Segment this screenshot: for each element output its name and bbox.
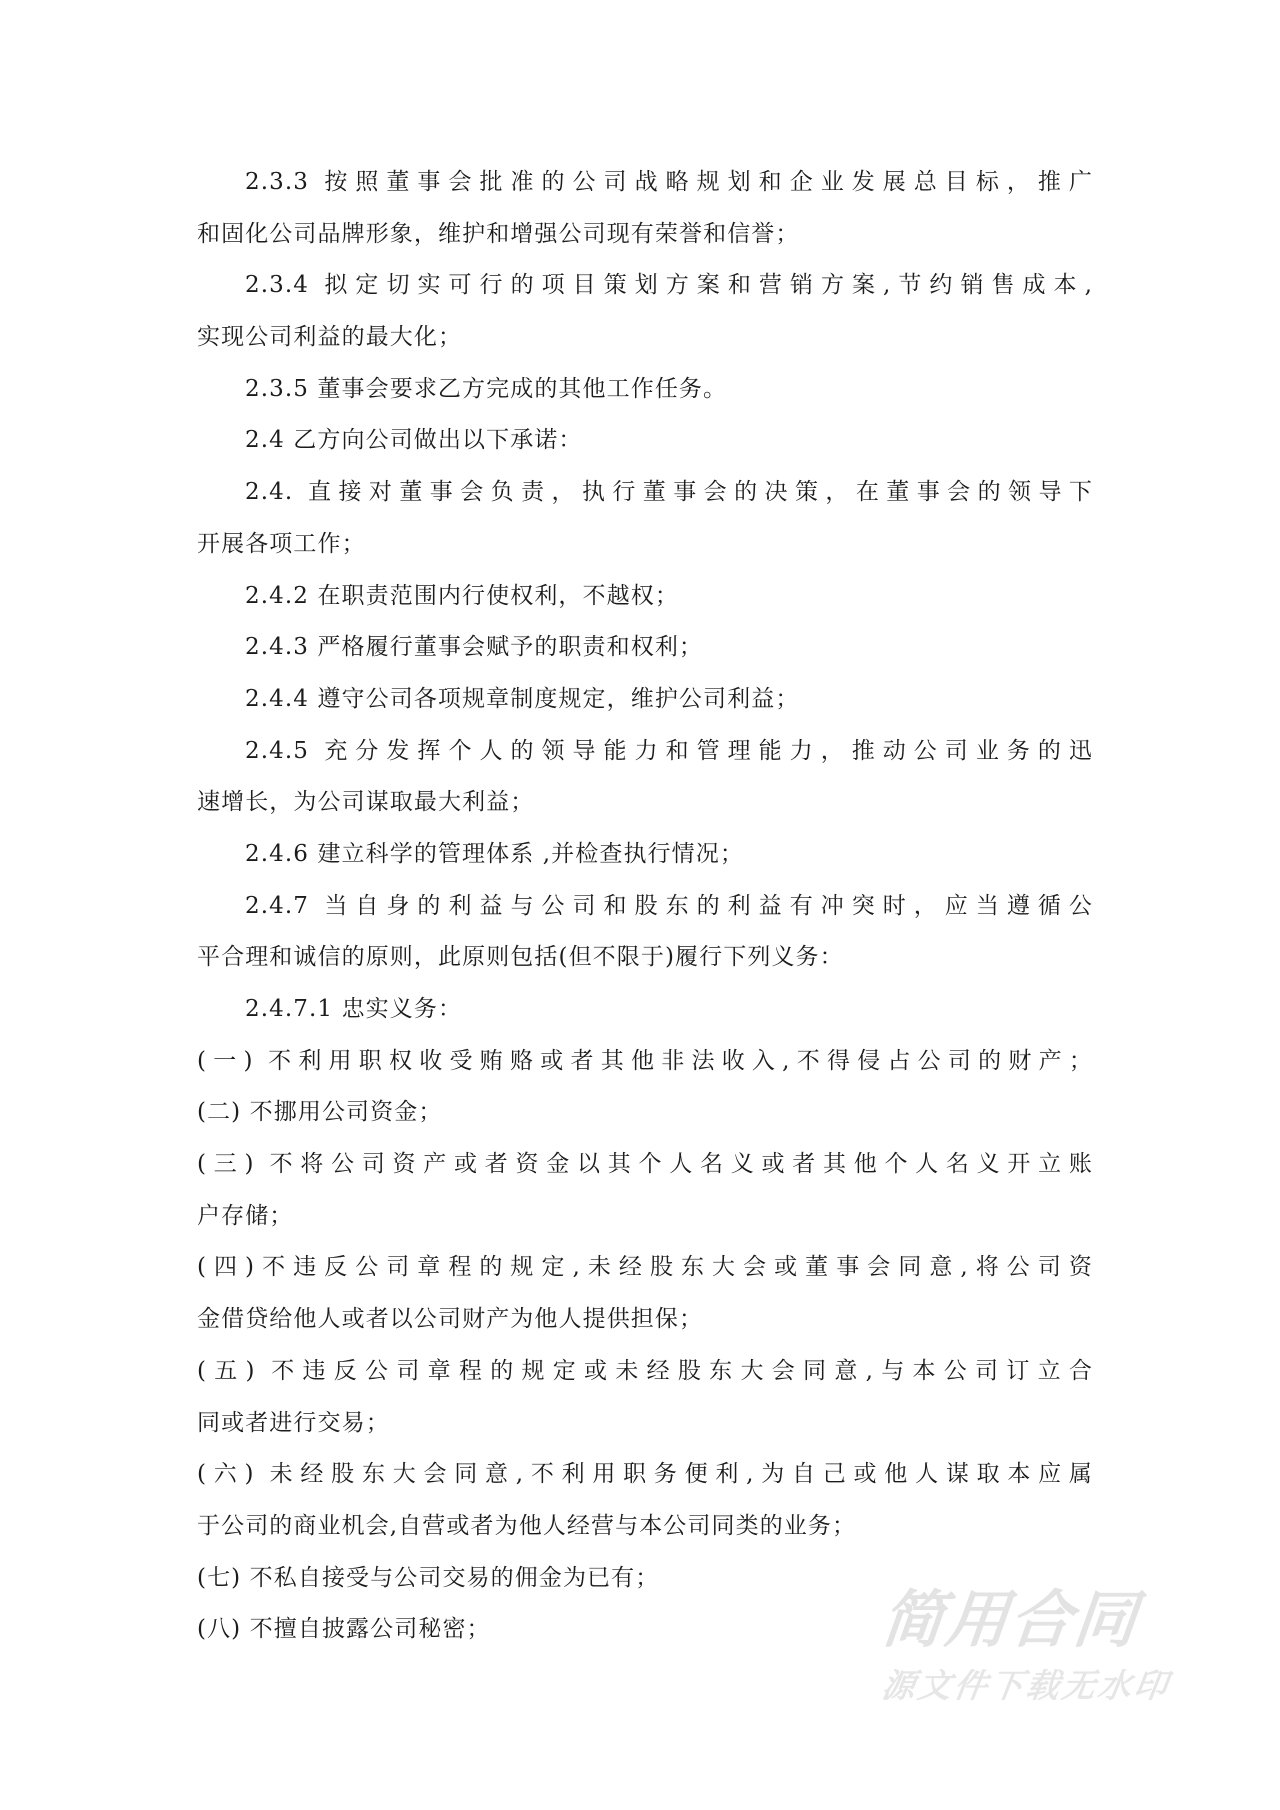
duty-item-8: (八) 不擅自披露公司秘密； bbox=[197, 1616, 491, 1643]
duty-item-6-cont: 于公司的商业机会,自营或者为他人经营与本公司同类的业务； bbox=[197, 1512, 857, 1539]
duty-item-2: (二) 不挪用公司资金； bbox=[197, 1099, 443, 1126]
duty-item-7: (七) 不私自接受与公司交易的佣金为已有； bbox=[197, 1564, 660, 1591]
clause-2-3-3: 2.3.3 按照董事会批准的公司战略规划和企业发展总目标，推广 bbox=[245, 169, 1093, 195]
clause-2-4-1: 2.4. 直接对董事会负责，执行董事会的决策，在董事会的领导下 bbox=[245, 479, 1093, 506]
clause-2-4-5-cont: 速增长，为公司谋取最大利益； bbox=[197, 789, 535, 816]
duty-item-4: (四)不违反公司章程的规定,未经股东大会或董事会同意,将公司资 bbox=[197, 1254, 1093, 1281]
clause-2-4-1-cont: 开展各项工作； bbox=[197, 530, 366, 557]
clause-2-4-7-1: 2.4.7.1 忠实义务： bbox=[245, 996, 463, 1022]
watermark-subtitle: 源文件下载无水印 bbox=[879, 1666, 1173, 1705]
clause-2-3-3-cont: 和固化公司品牌形象，维护和增强公司现有荣誉和信誉； bbox=[197, 220, 800, 247]
clause-2-3-4: 2.3.4 拟定切实可行的项目策划方案和营销方案,节约销售成本, bbox=[245, 272, 1093, 299]
clause-2-3-4-cont: 实现公司利益的最大化； bbox=[197, 324, 463, 351]
clause-2-3-5: 2.3.5 董事会要求乙方完成的其他工作任务。 bbox=[245, 375, 728, 402]
duty-item-1: (一) 不利用职权收受贿赂或者其他非法收入,不得侵占公司的财产； bbox=[197, 1047, 1093, 1074]
duty-item-4-cont: 金借贷给他人或者以公司财产为他人提供担保； bbox=[197, 1306, 704, 1333]
clause-2-4-5: 2.4.5 充分发挥个人的领导能力和管理能力，推动公司业务的迅 bbox=[245, 737, 1093, 764]
clause-2-4: 2.4 乙方向公司做出以下承诺： bbox=[245, 427, 583, 454]
duty-item-5-cont: 同或者进行交易； bbox=[197, 1409, 390, 1436]
duty-item-3: (三) 不将公司资产或者资金以其个人名义或者其他个人名义开立账 bbox=[197, 1151, 1093, 1178]
clause-2-4-6: 2.4.6 建立科学的管理体系 ,并检查执行情况； bbox=[245, 840, 744, 867]
clause-2-4-7-cont: 平合理和诚信的原则，此原则包括(但不限于)履行下列义务： bbox=[197, 944, 844, 971]
watermark-title: 简用合同 bbox=[878, 1583, 1142, 1656]
clause-2-4-2: 2.4.2 在职责范围内行使权利，不越权； bbox=[245, 582, 679, 609]
duty-item-6: (六) 未经股东大会同意,不利用职务便利,为自己或他人谋取本应属 bbox=[197, 1461, 1093, 1488]
duty-item-3-cont: 户存储； bbox=[197, 1202, 294, 1229]
clause-2-4-3: 2.4.3 严格履行董事会赋予的职责和权利； bbox=[245, 634, 704, 661]
clause-2-4-4: 2.4.4 遵守公司各项规章制度规定，维护公司利益； bbox=[245, 685, 800, 712]
clause-2-4-7: 2.4.7 当自身的利益与公司和股东的利益有冲突时，应当遵循公 bbox=[245, 892, 1093, 919]
document-body bbox=[197, 157, 1097, 1656]
duty-item-5: (五) 不违反公司章程的规定或未经股东大会同意,与本公司订立合 bbox=[197, 1357, 1093, 1384]
